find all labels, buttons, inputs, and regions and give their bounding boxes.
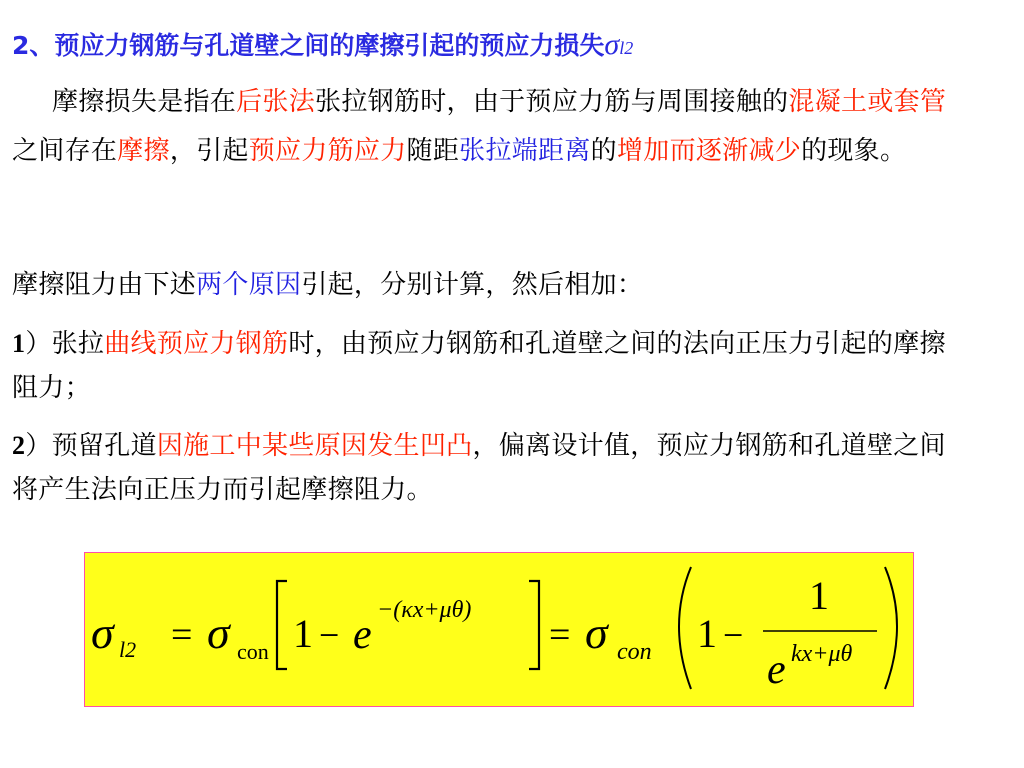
formula-right-paren [885, 567, 897, 689]
highlight-gradually-decreasing: 增加而逐渐减少 [616, 136, 802, 166]
highlight-friction: 摩擦 [117, 136, 170, 166]
title-text: 2、预应力钢筋与孔道壁之间的摩擦引起的预应力损失 [12, 31, 605, 60]
highlight-concrete-or-duct: 混凝土或套管 [788, 87, 947, 117]
formula-e: e [353, 612, 372, 658]
formula-equals-sign: = [171, 614, 193, 656]
causes-intro-text: 摩擦阻力由下述 [12, 270, 197, 300]
formula-sigma: σ [585, 607, 608, 658]
cause-2-number: 2 [12, 431, 26, 460]
highlight-post-tensioning: 后张法 [236, 87, 316, 117]
cause-1-text: 时，由预应力钢筋和孔道壁之间的法向正压力引起的摩擦阻力； [12, 329, 946, 403]
definition-text: 摩擦损失是指在 [52, 87, 237, 117]
cause-1-text: ）张拉 [25, 329, 105, 359]
formula-exponent-2: kx+μθ [791, 641, 853, 667]
definition-text: ，引起 [169, 136, 249, 166]
highlight-tendon-stress: 预应力筋应力 [248, 136, 407, 166]
highlight-curved-tendon: 曲线预应力钢筋 [104, 329, 289, 359]
cause-1 [12, 322, 952, 410]
formula-one: 1 [293, 611, 313, 656]
title-sigma-symbol: σ [604, 28, 620, 61]
formula-subscript-con: con [237, 639, 269, 664]
definition-text: 的现象。 [801, 136, 907, 166]
formula-subscript-l2: l2 [119, 637, 137, 662]
formula-left-paren [679, 567, 691, 689]
formula-e: e [767, 647, 786, 693]
definition-paragraph [12, 78, 952, 176]
highlight-two-causes: 两个原因 [196, 270, 302, 300]
formula-one: 1 [697, 611, 717, 656]
formula-sigma: σ [91, 607, 114, 658]
title-subscript: l2 [619, 38, 634, 58]
slide-title [12, 26, 633, 62]
cause-1-number: 1 [12, 329, 26, 358]
definition-text: 之间存在 [12, 136, 118, 166]
formula-numerator-one: 1 [809, 573, 829, 618]
causes-intro-text: 引起，分别计算，然后相加： [301, 270, 644, 300]
formula-minus: − [319, 615, 340, 655]
definition-text: 的 [590, 136, 617, 166]
formula-equals-sign: = [549, 614, 571, 656]
causes-intro [12, 261, 952, 310]
highlight-construction-unevenness: 因施工中某些原因发生凹凸 [156, 431, 473, 461]
cause-2 [12, 424, 952, 512]
cause-2-text: ，偏离设计值，预应力钢筋和孔道壁之间将产生法向正压力而引起摩擦阻力。 [12, 431, 946, 505]
definition-text: 随距 [406, 136, 460, 166]
formula-sigma: σ [207, 607, 230, 658]
friction-loss-formula [84, 552, 914, 707]
formula-minus: − [723, 615, 744, 655]
cause-2-text: ）预留孔道 [25, 431, 157, 461]
formula-svg [85, 553, 912, 705]
formula-exponent-1: −(κx+μθ) [377, 597, 472, 623]
highlight-jacking-end-distance: 张拉端距离 [459, 136, 591, 166]
definition-text: 张拉钢筋时，由于预应力筋与周围接触的 [315, 87, 789, 117]
formula-subscript-con: con [617, 639, 652, 665]
formula-left-bracket [277, 581, 287, 669]
formula-right-bracket [529, 581, 539, 669]
